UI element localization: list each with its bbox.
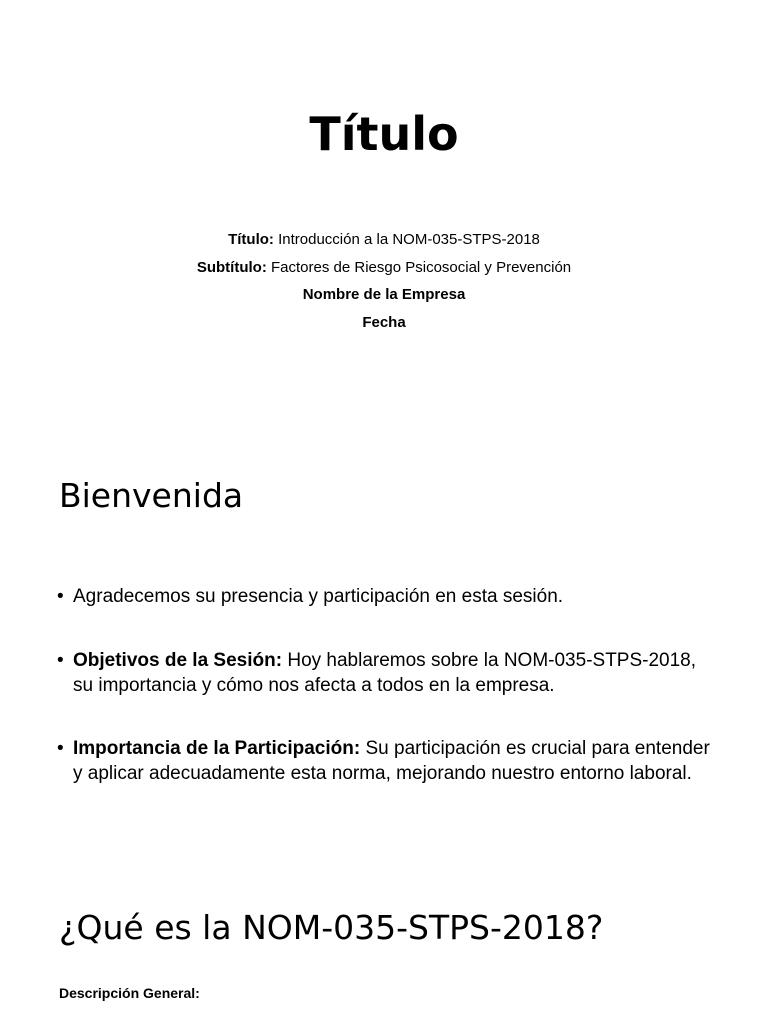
document-title: Título (309, 107, 459, 161)
bullet-label: Importancia de la Participación: (73, 738, 361, 759)
bullet-icon: • (57, 650, 64, 671)
description-label: Descripción General: (59, 985, 200, 1001)
cover-subtitle-value: Factores de Riesgo Psicosocial y Prevención (266, 258, 572, 276)
cover-info (0, 226, 768, 336)
cover-date: Fecha (362, 313, 406, 331)
list-item (57, 584, 717, 609)
nom-section-heading: ¿Qué es la NOM-035-STPS-2018? (59, 908, 604, 947)
bullet-text: Hoy hablaremos sobre la NOM-035-STPS-2018, su importancia y cómo nos afecta a todos en la empresa. (73, 650, 697, 696)
cover-title-line (0, 226, 768, 254)
cover-subtitle-label: Subtítulo: (196, 258, 267, 276)
list-item (57, 648, 717, 698)
company-name: Nombre de la Empresa (302, 286, 466, 303)
list-item (57, 736, 717, 786)
bullet-icon: • (57, 586, 64, 607)
cover-title-label: Título: (228, 231, 274, 248)
bullet-icon: • (57, 738, 64, 759)
cover-title-value: Introducción a la NOM-035-STPS-2018 (273, 231, 540, 248)
bullet-text: Su participación es crucial para entender y aplicar adecuadamente esta norma, mejorando nuestro entorno laboral. (73, 738, 710, 784)
bullet-label: Objetivos de la Sesión: (73, 650, 283, 671)
bullet-text: Agradecemos su presencia y participación en esta sesión. (73, 586, 564, 607)
bienvenida-bullet-list (57, 584, 717, 786)
cover-subtitle-line (0, 254, 768, 282)
bienvenida-heading: Bienvenida (59, 476, 244, 515)
